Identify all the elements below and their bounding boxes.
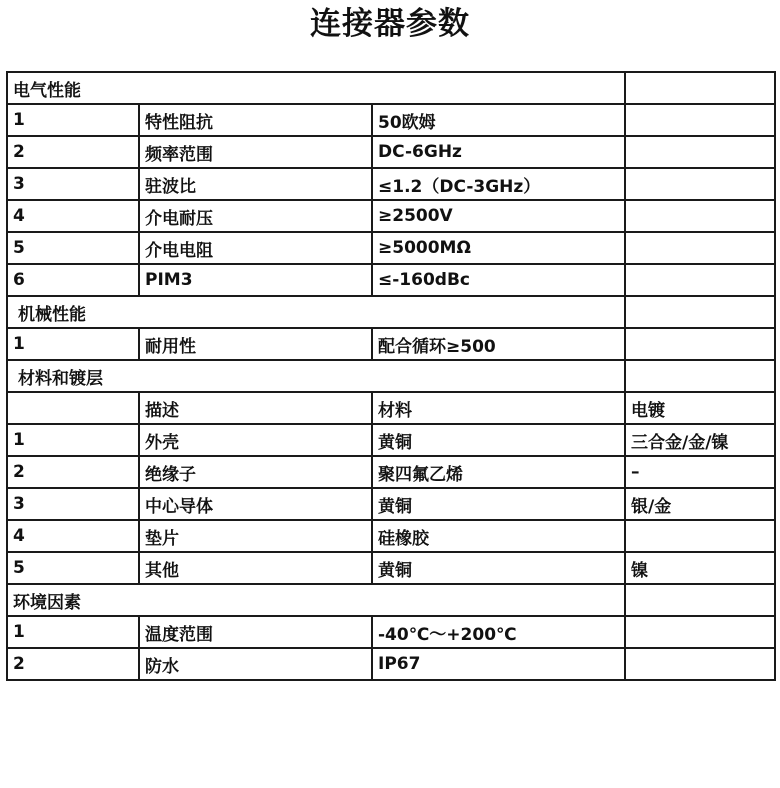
header-material: 材料 bbox=[372, 392, 625, 424]
row-extra bbox=[625, 168, 775, 200]
row-number: 2 bbox=[7, 456, 139, 488]
row-value: 聚四氟乙烯 bbox=[372, 456, 625, 488]
row-item: 频率范围 bbox=[139, 136, 372, 168]
row-item: 特性阻抗 bbox=[139, 104, 372, 136]
row-value: 配合循环≥500 bbox=[372, 328, 625, 360]
row-extra bbox=[625, 136, 775, 168]
table-row bbox=[7, 200, 775, 232]
row-extra bbox=[625, 328, 775, 360]
row-value: 黄铜 bbox=[372, 488, 625, 520]
table-row bbox=[7, 520, 775, 552]
row-item: 垫片 bbox=[139, 520, 372, 552]
section-extra-cell bbox=[625, 296, 775, 328]
table-row bbox=[7, 232, 775, 264]
row-value: -40℃～+200℃ bbox=[372, 616, 625, 648]
table-row bbox=[7, 424, 775, 456]
table-row bbox=[7, 264, 775, 296]
table-row bbox=[7, 104, 775, 136]
table-row bbox=[7, 456, 775, 488]
row-item: 耐用性 bbox=[139, 328, 372, 360]
row-extra: – bbox=[625, 456, 775, 488]
row-value: ≤1.2（DC-3GHz） bbox=[372, 168, 625, 200]
section-row-materials bbox=[7, 360, 775, 392]
section-label: 环境因素 bbox=[7, 584, 625, 616]
row-value: 黄铜 bbox=[372, 424, 625, 456]
row-number: 2 bbox=[7, 136, 139, 168]
row-number: 1 bbox=[7, 104, 139, 136]
row-number: 4 bbox=[7, 520, 139, 552]
row-extra bbox=[625, 520, 775, 552]
row-item: 驻波比 bbox=[139, 168, 372, 200]
section-row-electrical bbox=[7, 72, 775, 104]
header-number bbox=[7, 392, 139, 424]
table-row bbox=[7, 328, 775, 360]
section-extra-cell bbox=[625, 360, 775, 392]
row-extra bbox=[625, 104, 775, 136]
section-label: 机械性能 bbox=[7, 296, 625, 328]
section-extra-cell bbox=[625, 584, 775, 616]
row-item: 中心导体 bbox=[139, 488, 372, 520]
table-row bbox=[7, 168, 775, 200]
row-number: 3 bbox=[7, 168, 139, 200]
row-extra bbox=[625, 616, 775, 648]
connector-spec-table bbox=[6, 71, 776, 681]
document-title: 连接器参数 bbox=[310, 6, 470, 42]
row-extra: 三合金/金/镍 bbox=[625, 424, 775, 456]
row-item: 绝缘子 bbox=[139, 456, 372, 488]
row-extra: 银/金 bbox=[625, 488, 775, 520]
row-extra bbox=[625, 648, 775, 680]
section-label: 材料和镀层 bbox=[7, 360, 625, 392]
table-row bbox=[7, 136, 775, 168]
row-item: 其他 bbox=[139, 552, 372, 584]
table-row bbox=[7, 616, 775, 648]
column-header-row bbox=[7, 392, 775, 424]
row-number: 2 bbox=[7, 648, 139, 680]
section-row-mechanical bbox=[7, 296, 775, 328]
row-value: ≤-160dBc bbox=[372, 264, 625, 296]
table-row bbox=[7, 648, 775, 680]
row-value: 50欧姆 bbox=[372, 104, 625, 136]
row-extra bbox=[625, 232, 775, 264]
row-item: PIM3 bbox=[139, 264, 372, 296]
row-value: IP67 bbox=[372, 648, 625, 680]
row-number: 4 bbox=[7, 200, 139, 232]
section-label: 电气性能 bbox=[7, 72, 625, 104]
row-number: 3 bbox=[7, 488, 139, 520]
section-row-environmental bbox=[7, 584, 775, 616]
row-number: 1 bbox=[7, 424, 139, 456]
table-row bbox=[7, 552, 775, 584]
row-number: 1 bbox=[7, 328, 139, 360]
row-item: 防水 bbox=[139, 648, 372, 680]
row-value: ≥2500V bbox=[372, 200, 625, 232]
row-value: DC-6GHz bbox=[372, 136, 625, 168]
row-number: 1 bbox=[7, 616, 139, 648]
row-value: 黄铜 bbox=[372, 552, 625, 584]
row-number: 5 bbox=[7, 552, 139, 584]
row-extra: 镍 bbox=[625, 552, 775, 584]
row-item: 介电耐压 bbox=[139, 200, 372, 232]
row-item: 温度范围 bbox=[139, 616, 372, 648]
row-extra bbox=[625, 200, 775, 232]
section-extra-cell bbox=[625, 72, 775, 104]
row-item: 介电电阻 bbox=[139, 232, 372, 264]
header-plating: 电镀 bbox=[625, 392, 775, 424]
row-number: 5 bbox=[7, 232, 139, 264]
row-number: 6 bbox=[7, 264, 139, 296]
row-value: 硅橡胶 bbox=[372, 520, 625, 552]
row-extra bbox=[625, 264, 775, 296]
header-description: 描述 bbox=[139, 392, 372, 424]
row-item: 外壳 bbox=[139, 424, 372, 456]
row-value: ≥5000MΩ bbox=[372, 232, 625, 264]
table-row bbox=[7, 488, 775, 520]
